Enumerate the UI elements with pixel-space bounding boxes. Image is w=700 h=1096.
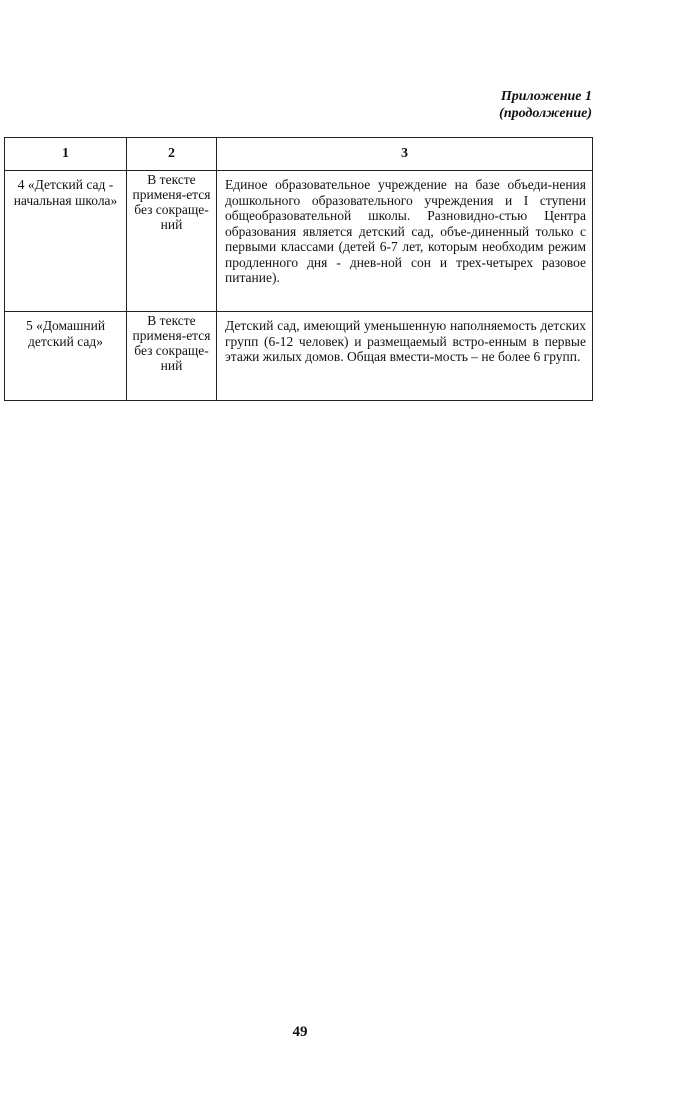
description-cell: Единое образовательное учреждение на базе объеди-нения дошкольного образовательного учреждения и I ступени общеобразовательной школы. Разновидно-стью Центра образования является детский сад, объе-диненный только с первыми классами (детей 6-7 лет, которым необходим режим продленного дня - днев-ной сон и трех-четырех разовое питание). <box>217 171 593 312</box>
appendix-title: Приложение 1 <box>500 89 592 104</box>
description-cell: Детский сад, имеющий уменьшенную наполняемость детских групп (6-12 человек) и размещаемый встро-енным в первые этажи жилых домов. Общая вмести-мость – не более 6 групп. <box>217 312 593 401</box>
appendix-table <box>4 137 593 401</box>
appendix-header <box>499 88 592 122</box>
appendix-continuation: (продолжение) <box>499 106 592 121</box>
usage-cell: В тексте применя-ется без сокраще-ний <box>127 312 217 401</box>
term-name-cell: 4 «Детский сад - начальная школа» <box>5 171 127 312</box>
column-header: 1 <box>5 138 127 171</box>
column-header: 3 <box>217 138 593 171</box>
usage-cell: В тексте применя-ется без сокраще-ний <box>127 171 217 312</box>
table-row <box>5 171 593 312</box>
table-header-row <box>5 138 593 171</box>
term-name-cell: 5 «Домашний детский сад» <box>5 312 127 401</box>
page-number: 49 <box>292 1024 308 1040</box>
table-row <box>5 312 593 401</box>
column-header: 2 <box>127 138 217 171</box>
